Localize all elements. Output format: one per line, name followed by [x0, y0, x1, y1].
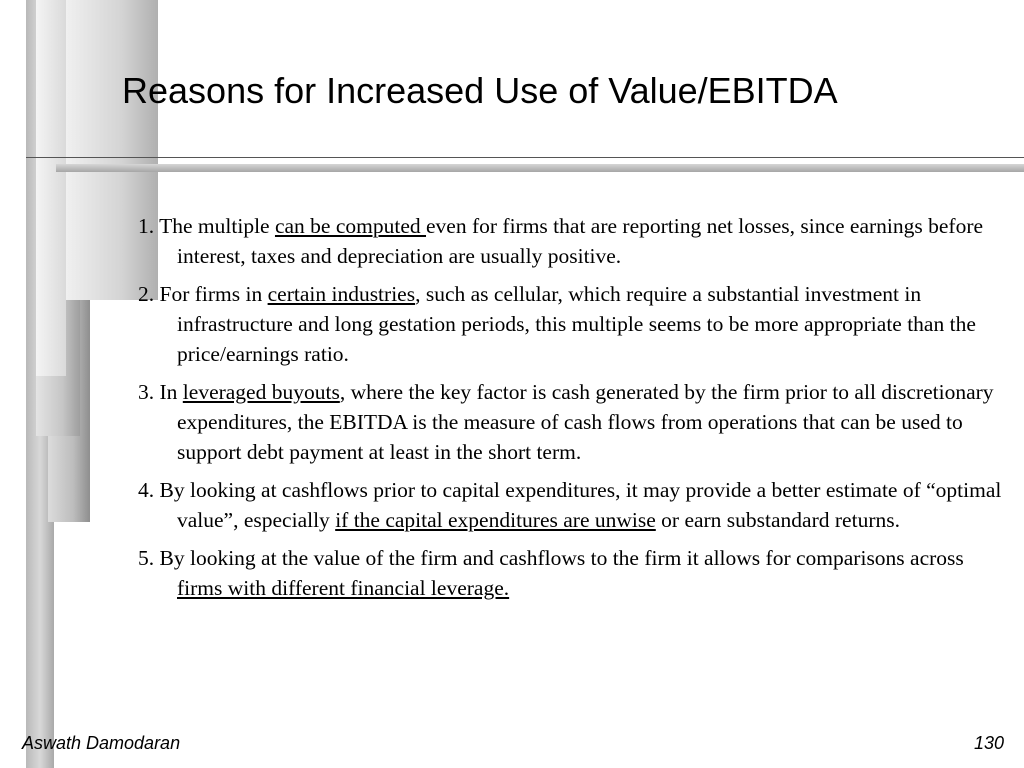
list-item — [138, 211, 1002, 271]
item-text: even for firms that are reporting net losses, since earnings before interest, taxes and depreciation are usually positive. — [177, 214, 984, 268]
item-number: 1. — [138, 214, 160, 238]
item-text: The multiple — [159, 214, 275, 238]
list-item — [138, 377, 1002, 467]
list-item — [138, 475, 1002, 535]
decor-bar — [36, 0, 66, 376]
slide-body — [138, 211, 1002, 611]
item-link[interactable]: leveraged buyouts — [182, 380, 340, 404]
item-number: 4. — [138, 478, 160, 502]
list-item — [138, 279, 1002, 369]
item-text: , where the key factor is cash generated by the firm prior to all discretionary expenditures, the EBITDA is the measure of cash flows from operations that can be used to support debt payment at least in the short term. — [177, 380, 994, 464]
item-text: By looking at the value of the firm and cashflows to the firm it allows for comparisons across — [159, 546, 964, 570]
page-number: 130 — [973, 733, 1004, 753]
item-text: For firms in — [159, 282, 268, 306]
item-link[interactable]: certain industries — [267, 282, 416, 306]
title-divider-thin — [26, 157, 1024, 158]
item-text: In — [159, 380, 183, 404]
title-divider-thick — [56, 164, 1024, 172]
item-text: By looking at cashflows prior to capital expenditures, it may provide a better estimate of “optimal value”, especially — [159, 478, 1002, 532]
item-link[interactable]: can be computed — [274, 214, 427, 238]
item-link[interactable]: if the capital expenditures are unwise — [335, 508, 656, 532]
slide-title: Reasons for Increased Use of Value/EBITDA — [122, 70, 838, 111]
item-number: 3. — [138, 380, 160, 404]
item-text: , such as cellular, which require a substantial investment in infrastructure and long gestation periods, this multiple seems to be more appropriate than the price/earnings ratio. — [177, 282, 976, 366]
item-text: or earn substandard returns. — [655, 508, 900, 532]
item-link[interactable]: firms with different financial leverage. — [177, 576, 510, 600]
item-number: 2. — [138, 282, 160, 306]
list-item — [138, 543, 1002, 603]
footer-author: Aswath Damodaran — [22, 733, 181, 753]
item-number: 5. — [138, 546, 160, 570]
